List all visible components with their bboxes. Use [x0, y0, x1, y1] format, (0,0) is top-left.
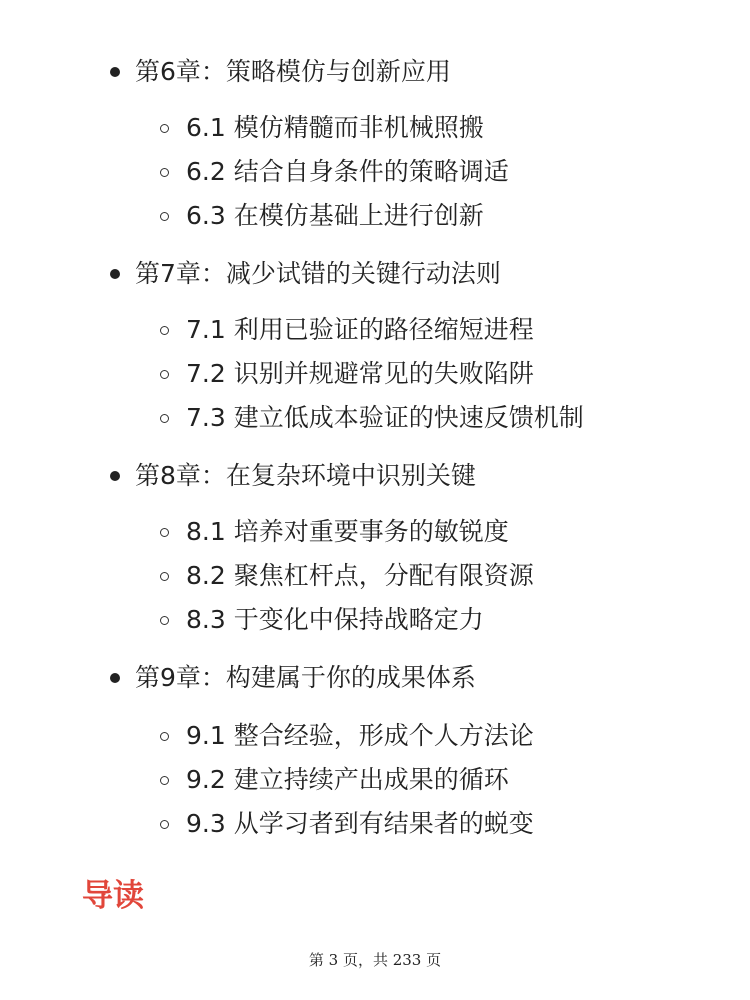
bullet-icon — [110, 673, 120, 683]
section-title: 6.2 结合自身条件的策略调适 — [186, 157, 509, 186]
bullet-icon — [110, 67, 120, 77]
circle-bullet-icon — [160, 572, 169, 581]
circle-bullet-icon — [160, 414, 169, 423]
section-item — [160, 760, 509, 800]
section-item — [160, 512, 509, 552]
section-title: 8.2 聚焦杠杆点，分配有限资源 — [186, 561, 534, 590]
chapter-title: 第8章：在复杂环境中识别关键 — [135, 461, 476, 490]
circle-bullet-icon — [160, 776, 169, 785]
section-title: 7.3 建立低成本验证的快速反馈机制 — [186, 403, 584, 432]
circle-bullet-icon — [160, 732, 169, 741]
guide-heading: 导读 — [82, 878, 144, 914]
section-title: 9.2 建立持续产出成果的循环 — [186, 765, 509, 794]
section-item — [160, 556, 534, 596]
bullet-icon — [110, 471, 120, 481]
circle-bullet-icon — [160, 168, 169, 177]
circle-bullet-icon — [160, 820, 169, 829]
section-title: 8.1 培养对重要事务的敏锐度 — [186, 517, 509, 546]
circle-bullet-icon — [160, 370, 169, 379]
bullet-icon — [110, 269, 120, 279]
circle-bullet-icon — [160, 124, 169, 133]
chapter-item — [110, 52, 451, 92]
section-title: 7.1 利用已验证的路径缩短进程 — [186, 315, 534, 344]
section-item — [160, 310, 534, 350]
section-item — [160, 716, 534, 756]
circle-bullet-icon — [160, 212, 169, 221]
chapter-item — [110, 254, 501, 294]
chapter-item — [110, 456, 476, 496]
section-item — [160, 196, 484, 236]
chapter-title: 第7章：减少试错的关键行动法则 — [135, 259, 501, 288]
circle-bullet-icon — [160, 326, 169, 335]
section-item — [160, 152, 509, 192]
chapter-item — [110, 658, 476, 698]
circle-bullet-icon — [160, 528, 169, 537]
section-item — [160, 600, 484, 640]
section-item — [160, 108, 484, 148]
section-title: 8.3 于变化中保持战略定力 — [186, 605, 484, 634]
section-item — [160, 398, 584, 438]
circle-bullet-icon — [160, 616, 169, 625]
page-number-footer: 第 3 页，共 233 页 — [308, 951, 442, 969]
section-title: 9.3 从学习者到有结果者的蜕变 — [186, 809, 534, 838]
section-title: 6.1 模仿精髓而非机械照搬 — [186, 113, 484, 142]
chapter-title: 第9章：构建属于你的成果体系 — [135, 663, 476, 692]
section-title: 7.2 识别并规避常见的失败陷阱 — [186, 359, 534, 388]
chapter-title: 第6章：策略模仿与创新应用 — [135, 57, 451, 86]
section-item — [160, 354, 534, 394]
section-title: 9.1 整合经验，形成个人方法论 — [186, 721, 534, 750]
section-title: 6.3 在模仿基础上进行创新 — [186, 201, 484, 230]
section-item — [160, 804, 534, 844]
